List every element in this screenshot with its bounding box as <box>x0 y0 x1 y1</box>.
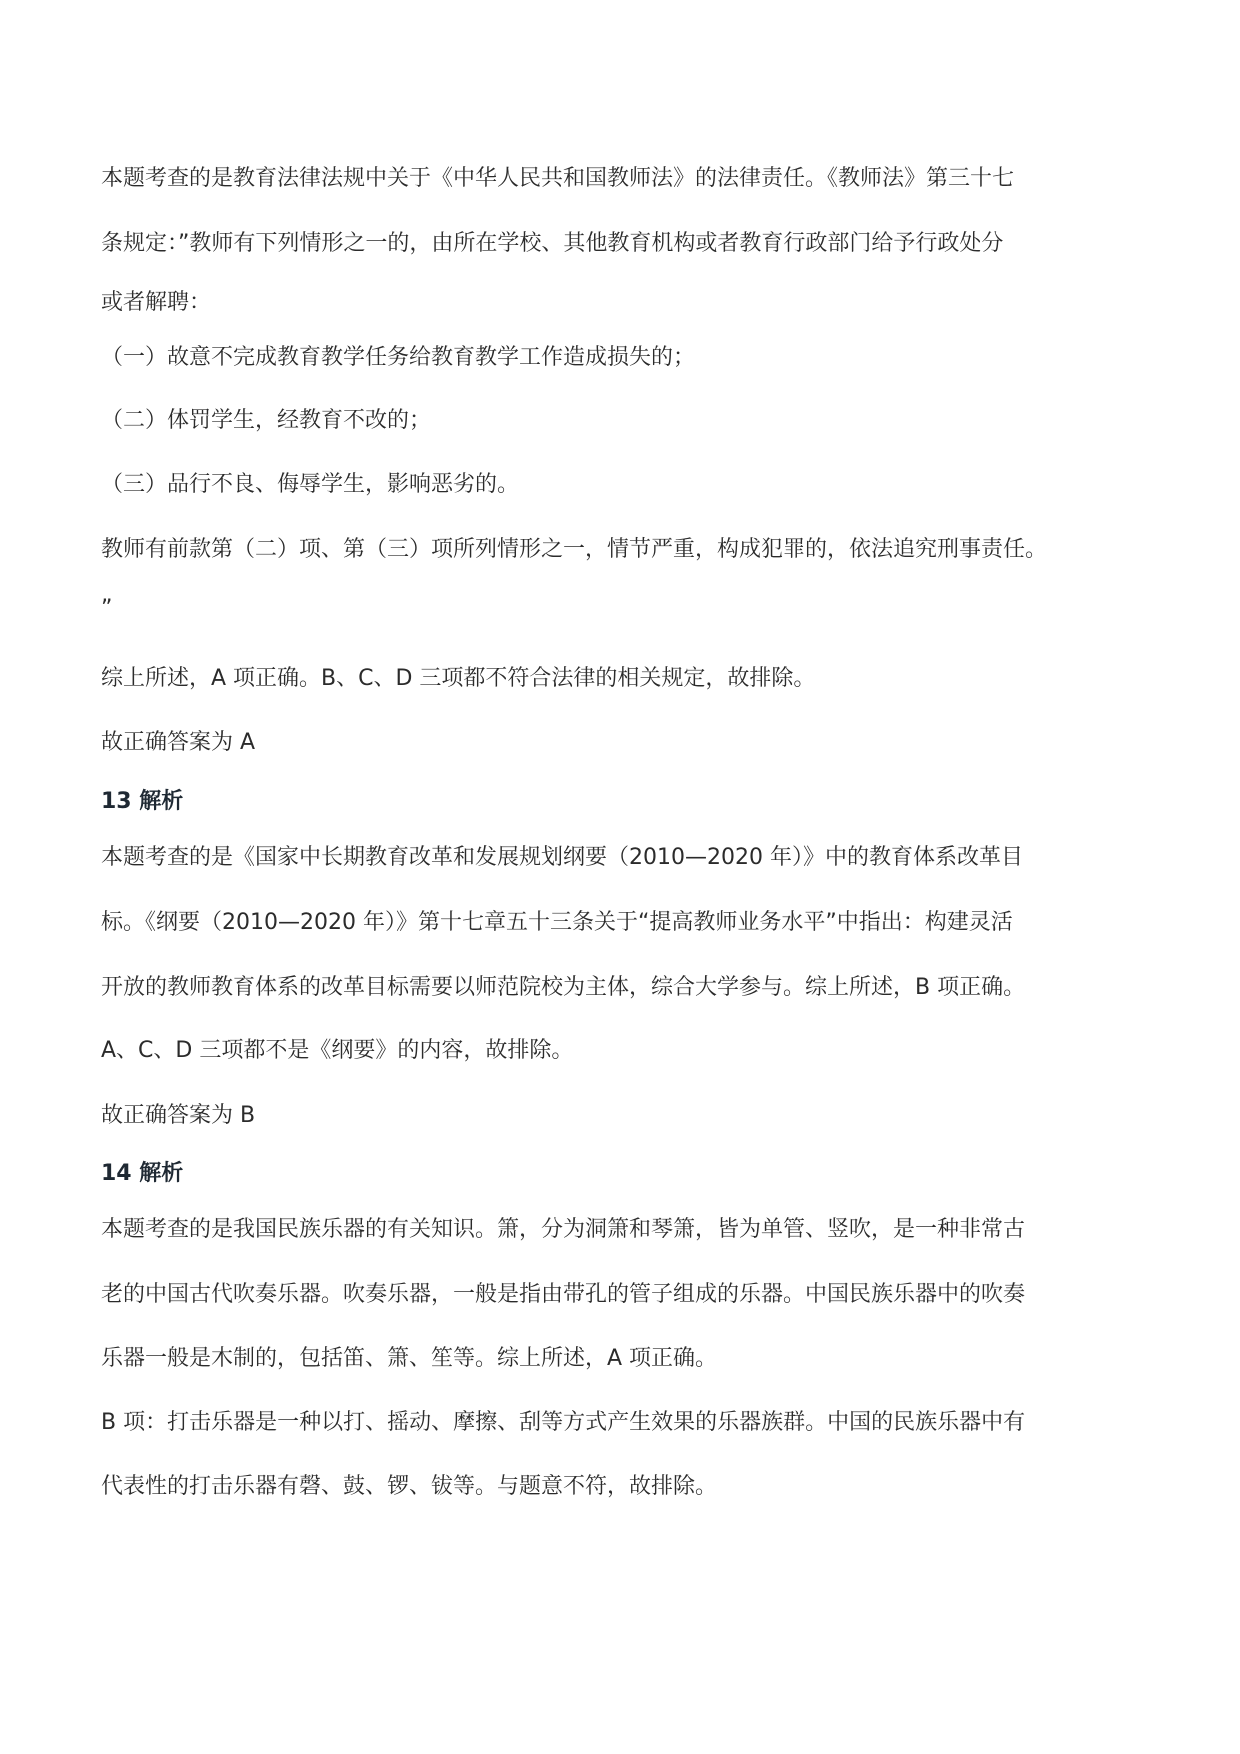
q14-paragraph-line: 老的中国古代吹奏乐器。吹奏乐器，一般是指由带孔的管子组成的乐器。中国民族乐器中的吹奏 <box>101 1282 1026 1307</box>
q12-list-item: （二）体罚学生，经教育不改的； <box>101 408 432 433</box>
q12-paragraph-line: 教师有前款第（二）项、第（三）项所列情形之一，情节严重，构成犯罪的，依法追究刑事责任。 <box>101 537 1048 562</box>
q14-paragraph-line: 乐器一般是木制的，包括笛、箫、笙等。综上所述，A 项正确。 <box>101 1346 718 1371</box>
q12-closing-quote: ” <box>101 596 113 621</box>
q14-paragraph-line: 代表性的打击乐器有磬、鼓、锣、钹等。与题意不符，故排除。 <box>101 1474 718 1499</box>
q13-heading: 13 解析 <box>101 789 184 814</box>
q14-paragraph-line: B 项：打击乐器是一种以打、摇动、摩擦、刮等方式产生效果的乐器族群。中国的民族乐器中有 <box>101 1410 1026 1435</box>
q13-answer: 故正确答案为 B <box>101 1103 256 1128</box>
q13-paragraph-line: 标。《纲要（2010—2020 年）》第十七章五十三条关于“提高教师业务水平”中指出：构建灵活 <box>101 910 1013 935</box>
q14-paragraph-line: 本题考查的是我国民族乐器的有关知识。箫，分为洞箫和琴箫，皆为单管、竖吹，是一种非常古 <box>101 1217 1026 1242</box>
q12-paragraph-line: 本题考查的是教育法律法规中关于《中华人民共和国教师法》的法律责任。《教师法》第三十七 <box>101 166 1015 191</box>
q12-paragraph-line: 或者解聘： <box>101 290 212 315</box>
q12-paragraph-line: 条规定：”教师有下列情形之一的，由所在学校、其他教育机构或者教育行政部门给予行政处分 <box>101 231 1004 256</box>
q12-list-item: （三）品行不良、侮辱学生，影响恶劣的。 <box>101 472 520 497</box>
q12-list-item: （一）故意不完成教育教学任务给教育教学工作造成损失的； <box>101 345 696 370</box>
q13-paragraph-line: 本题考查的是《国家中长期教育改革和发展规划纲要（2010—2020 年）》中的教育体系改革目 <box>101 845 1023 870</box>
q13-paragraph-line: 开放的教师教育体系的改革目标需要以师范院校为主体，综合大学参与。综上所述，B 项正确。 <box>101 975 1026 1000</box>
q12-summary: 综上所述，A 项正确。B、C、D 三项都不符合法律的相关规定，故排除。 <box>101 666 816 691</box>
q13-paragraph-line: A、C、D 三项都不是《纲要》的内容，故排除。 <box>101 1038 574 1063</box>
q12-answer: 故正确答案为 A <box>101 730 256 755</box>
q14-heading: 14 解析 <box>101 1161 184 1186</box>
